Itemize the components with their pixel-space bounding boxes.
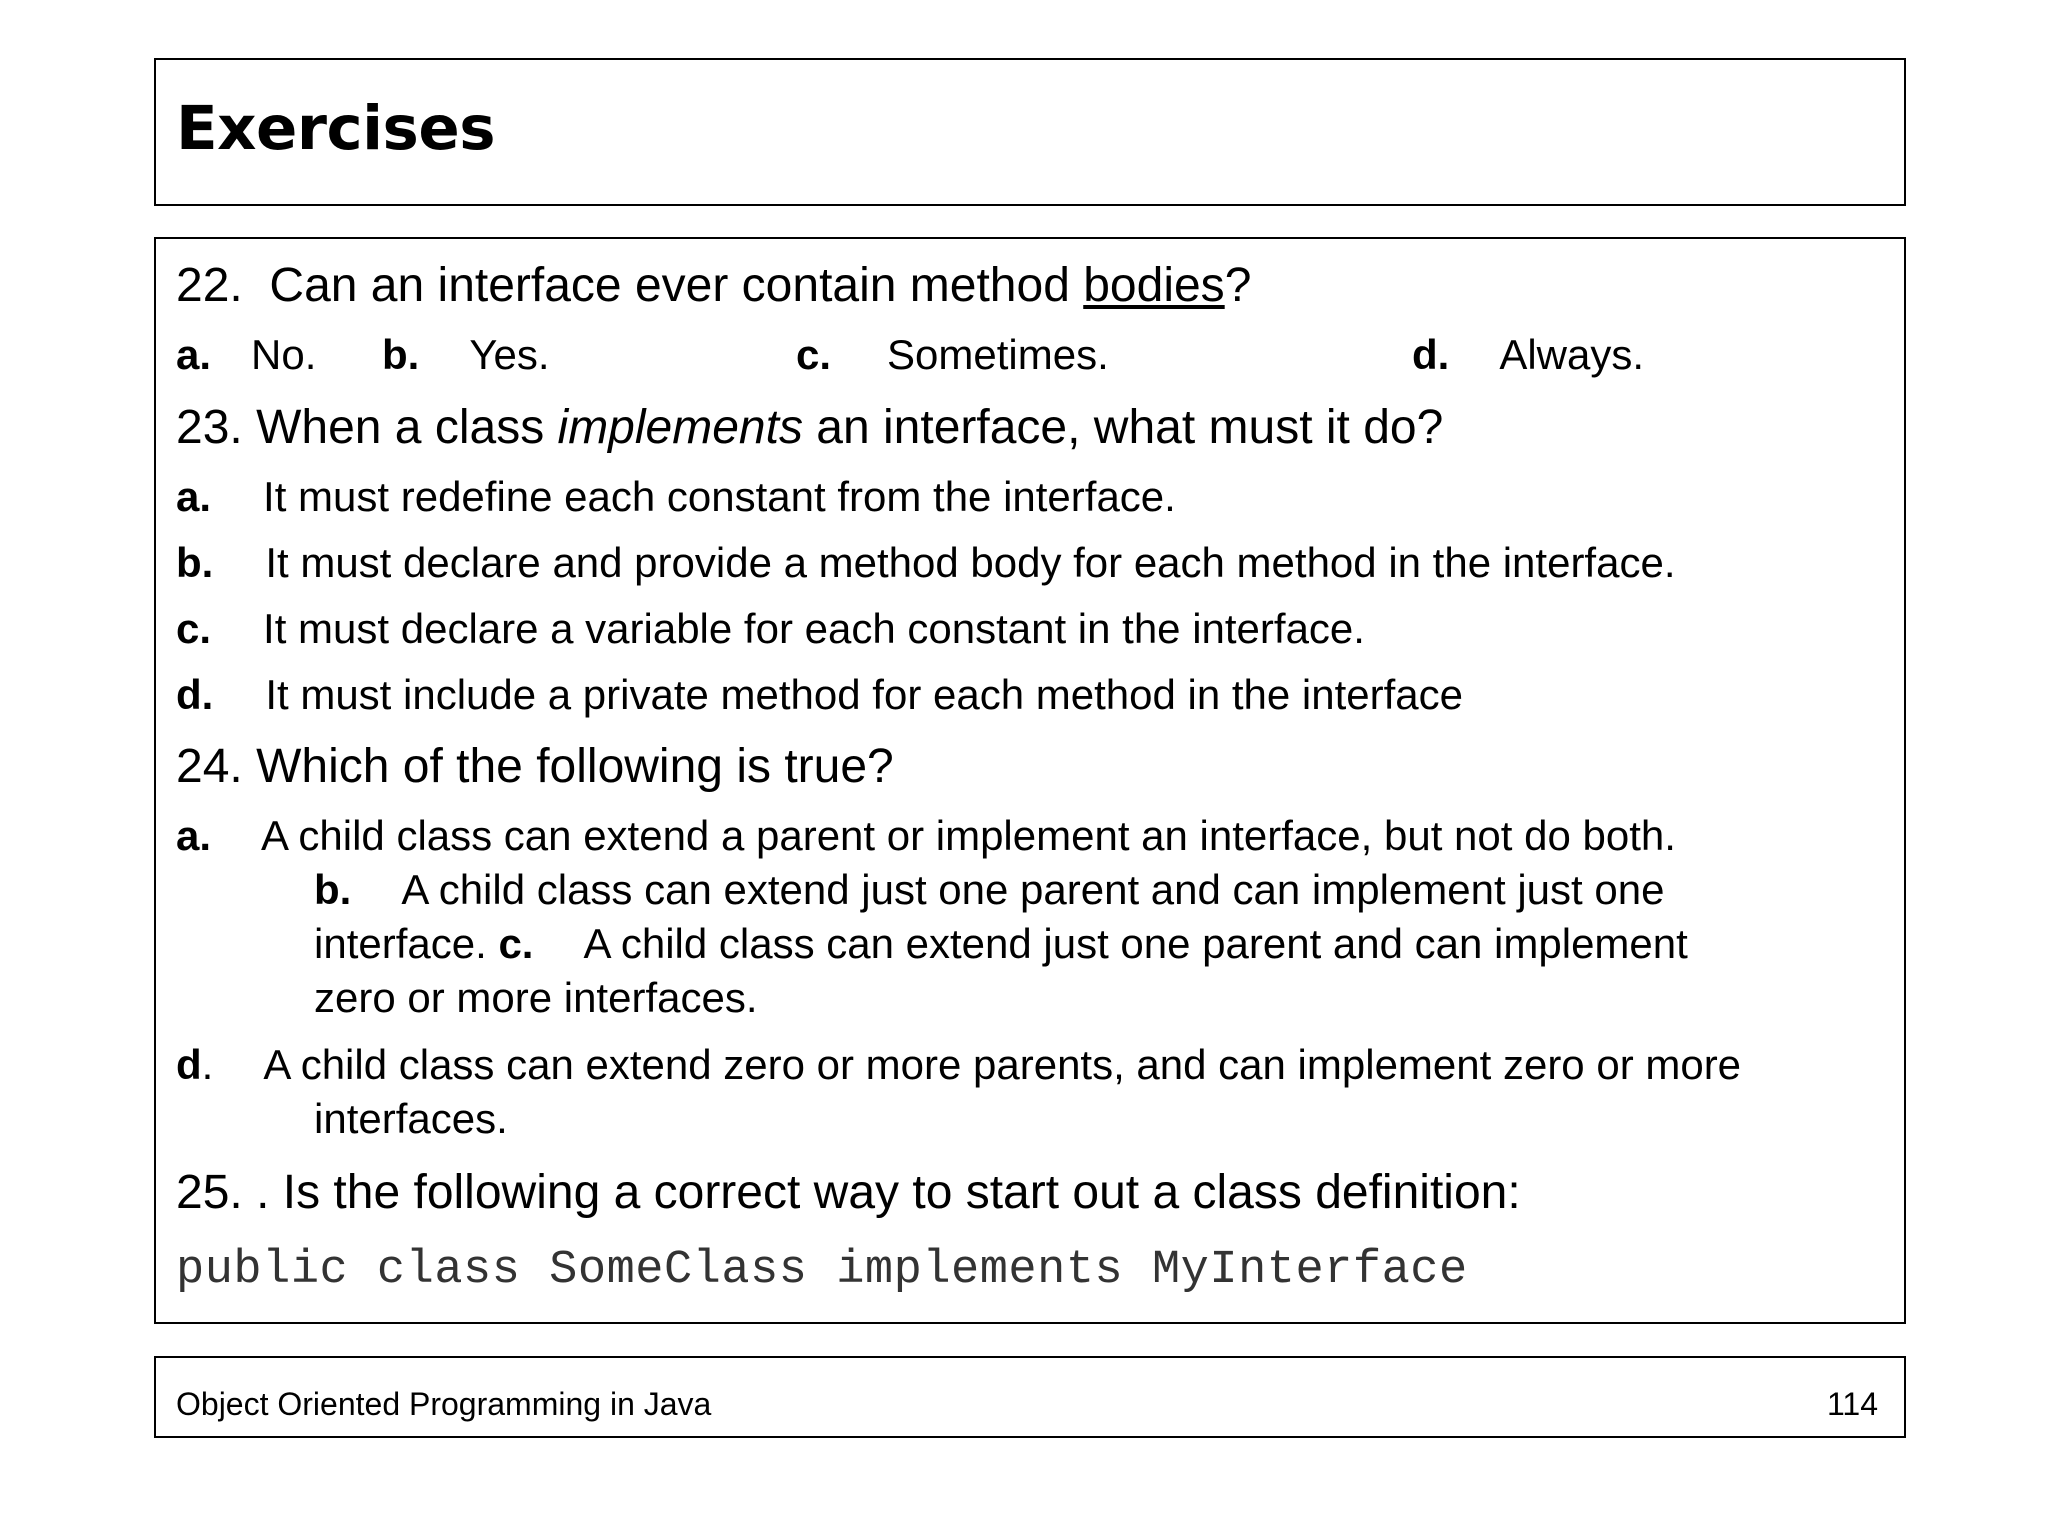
slide-footer [154, 1356, 1906, 1438]
question-23-number: 23. [176, 401, 243, 454]
question-25-text: . Is the following a correct way to start out a class definition: [256, 1166, 1521, 1219]
question-24-option-d-continued: interfaces. [314, 1095, 508, 1142]
underlined-word: bodies [1083, 259, 1225, 312]
question-22-number: 22. [176, 259, 243, 312]
question-23 [176, 401, 1444, 454]
question-24-text: Which of the following is true? [256, 740, 894, 793]
question-23-option-a: a. It must redefine each constant from the interface. [176, 473, 1176, 520]
question-23-text: When a class implements an interface, what must it do? [256, 401, 1444, 454]
question-22-option-d: d. Always. [1412, 331, 1645, 378]
footer-course-title: Object Oriented Programming in Java [176, 1386, 712, 1422]
question-22 [176, 259, 1252, 312]
question-24-option-d: d. A child class can extend zero or more parents, and can implement zero or more [176, 1041, 1742, 1088]
question-24-option-a: a. A child class can extend a parent or implement an interface, but not do both. [176, 812, 1676, 859]
footer-page-number: 114 [1826, 1386, 1878, 1422]
slide-content-box [154, 237, 1906, 1324]
italic-word: implements [557, 401, 803, 454]
question-25-number: 25. [176, 1166, 243, 1219]
question-23-option-c: c. It must declare a variable for each constant in the interface. [176, 605, 1365, 652]
code-snippet: public class SomeClass implements MyInterface [176, 1244, 1468, 1297]
question-22-option-b: b. Yes. [382, 331, 550, 378]
question-22-text: Can an interface ever contain method bodies? [269, 259, 1252, 312]
question-24 [176, 740, 894, 793]
question-23-option-d: d. It must include a private method for each method in the interface [176, 671, 1463, 718]
slide-title: Exercises [176, 93, 496, 164]
slide-title-box [154, 58, 1906, 206]
question-24-number: 24. [176, 740, 243, 793]
question-22-option-c: c. Sometimes. [796, 331, 1109, 378]
question-24-option-b: b. A child class can extend just one parent and can implement just one [314, 866, 1665, 913]
question-22-option-a: a. No. [176, 331, 317, 378]
question-24-option-c: interface. c. A child class can extend just one parent and can implement [314, 920, 1688, 967]
question-25 [176, 1166, 1521, 1219]
question-24-option-c-continued: zero or more interfaces. [314, 974, 758, 1021]
question-23-option-b: b. It must declare and provide a method body for each method in the interface. [176, 539, 1676, 586]
